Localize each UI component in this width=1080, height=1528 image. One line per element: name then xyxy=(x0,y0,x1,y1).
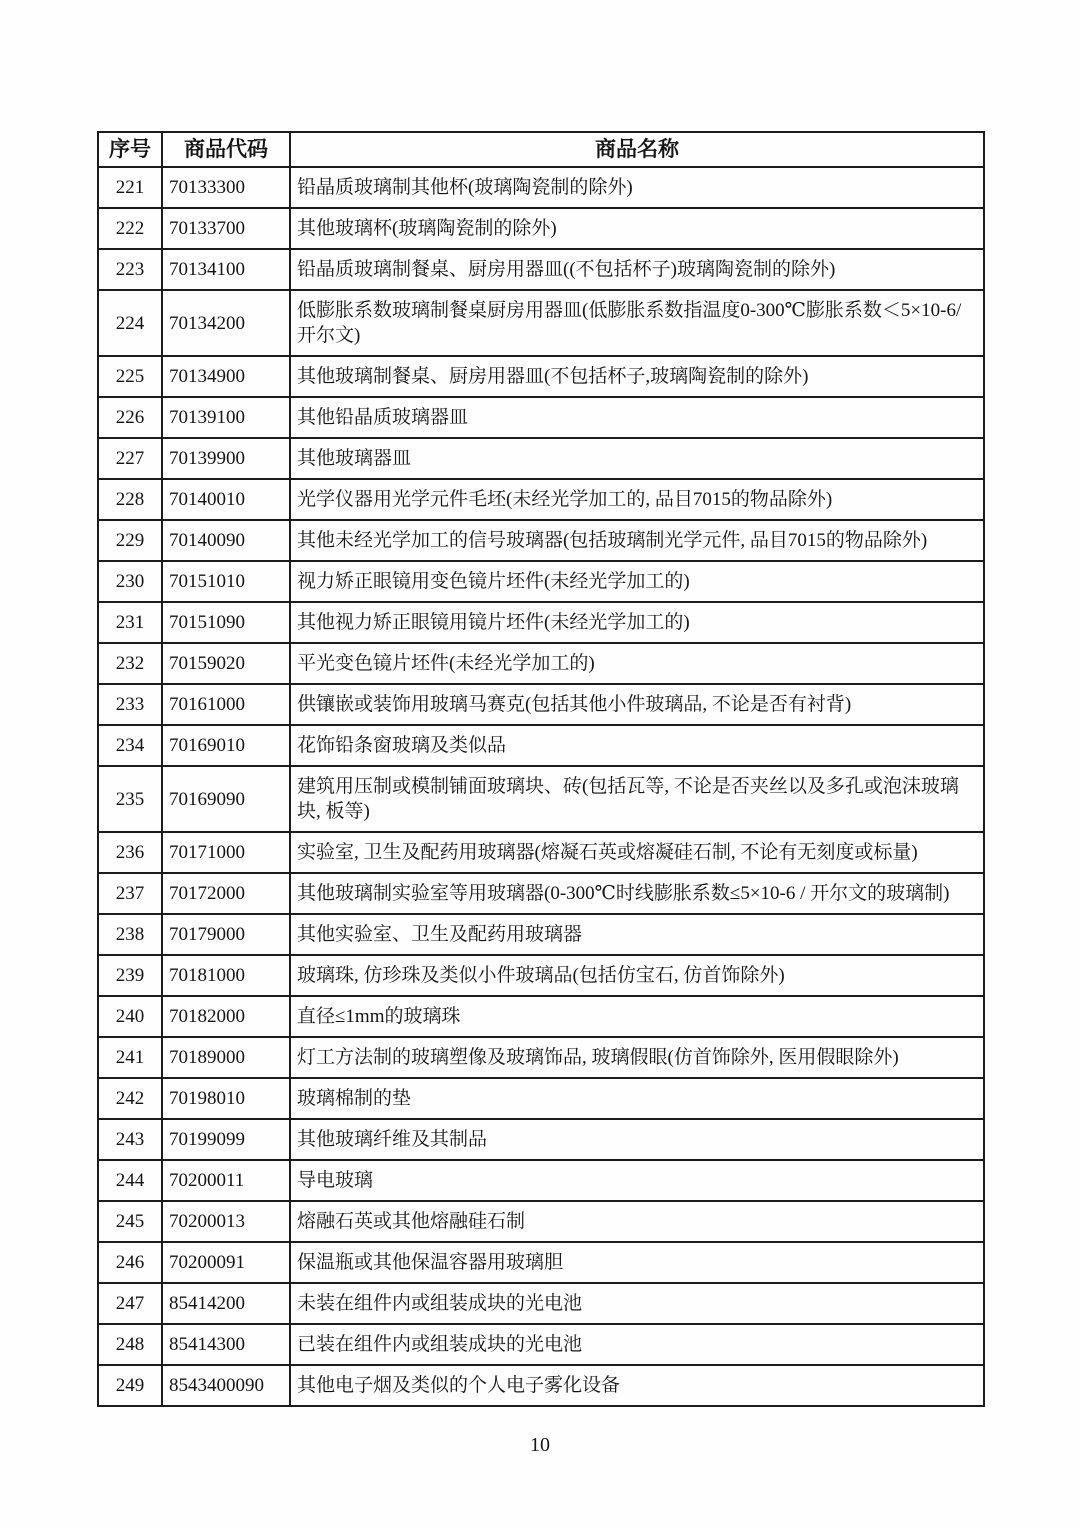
row-code-cell: 70140090 xyxy=(162,520,290,561)
row-seq-cell: 246 xyxy=(98,1242,162,1283)
table-row xyxy=(98,167,984,208)
row-code-cell: 85414200 xyxy=(162,1283,290,1324)
table-row xyxy=(98,1365,984,1406)
row-seq-cell: 221 xyxy=(98,167,162,208)
table-row xyxy=(98,438,984,479)
row-seq-cell: 222 xyxy=(98,208,162,249)
row-seq-cell: 227 xyxy=(98,438,162,479)
table-row xyxy=(98,914,984,955)
table-row xyxy=(98,955,984,996)
table-row xyxy=(98,1242,984,1283)
row-name-cell: 其他玻璃制实验室等用玻璃器(0-300℃时线膨胀系数≤5×10-6 / 开尔文的玻璃制) xyxy=(290,873,984,914)
row-code-cell: 70179000 xyxy=(162,914,290,955)
table-row xyxy=(98,602,984,643)
row-name-cell: 其他铅晶质玻璃器皿 xyxy=(290,397,984,438)
row-code-cell: 70200013 xyxy=(162,1201,290,1242)
table-row xyxy=(98,684,984,725)
row-name-cell: 其他电子烟及类似的个人电子雾化设备 xyxy=(290,1365,984,1406)
row-code-cell: 8543400090 xyxy=(162,1365,290,1406)
row-seq-cell: 231 xyxy=(98,602,162,643)
row-name-cell: 其他玻璃杯(玻璃陶瓷制的除外) xyxy=(290,208,984,249)
row-code-cell: 70199099 xyxy=(162,1119,290,1160)
table-row xyxy=(98,356,984,397)
table-row xyxy=(98,725,984,766)
row-name-cell: 直径≤1mm的玻璃珠 xyxy=(290,996,984,1037)
row-seq-cell: 239 xyxy=(98,955,162,996)
row-name-cell: 供镶嵌或装饰用玻璃马赛克(包括其他小件玻璃品, 不论是否有衬背) xyxy=(290,684,984,725)
table-row xyxy=(98,561,984,602)
row-seq-cell: 245 xyxy=(98,1201,162,1242)
table-row xyxy=(98,1160,984,1201)
row-seq-cell: 237 xyxy=(98,873,162,914)
row-code-cell: 70161000 xyxy=(162,684,290,725)
row-name-cell: 铅晶质玻璃制餐桌、厨房用器皿((不包括杯子)玻璃陶瓷制的除外) xyxy=(290,249,984,290)
row-seq-cell: 240 xyxy=(98,996,162,1037)
table-header xyxy=(98,132,984,167)
row-seq-cell: 236 xyxy=(98,832,162,873)
row-name-cell: 未装在组件内或组装成块的光电池 xyxy=(290,1283,984,1324)
row-seq-cell: 232 xyxy=(98,643,162,684)
table-row xyxy=(98,832,984,873)
row-name-cell: 其他实验室、卫生及配药用玻璃器 xyxy=(290,914,984,955)
row-seq-cell: 244 xyxy=(98,1160,162,1201)
table-header-row xyxy=(98,132,984,167)
table-row xyxy=(98,208,984,249)
table-row xyxy=(98,643,984,684)
row-name-cell: 已装在组件内或组装成块的光电池 xyxy=(290,1324,984,1365)
row-seq-cell: 229 xyxy=(98,520,162,561)
row-name-cell: 其他玻璃器皿 xyxy=(290,438,984,479)
row-seq-cell: 235 xyxy=(98,766,162,832)
row-code-cell: 85414300 xyxy=(162,1324,290,1365)
table-row xyxy=(98,1201,984,1242)
header-seq: 序号 xyxy=(98,132,162,167)
row-seq-cell: 224 xyxy=(98,290,162,356)
row-seq-cell: 249 xyxy=(98,1365,162,1406)
row-name-cell: 导电玻璃 xyxy=(290,1160,984,1201)
row-code-cell: 70198010 xyxy=(162,1078,290,1119)
row-code-cell: 70139100 xyxy=(162,397,290,438)
row-code-cell: 70134100 xyxy=(162,249,290,290)
row-seq-cell: 243 xyxy=(98,1119,162,1160)
row-code-cell: 70171000 xyxy=(162,832,290,873)
row-code-cell: 70182000 xyxy=(162,996,290,1037)
table-row xyxy=(98,520,984,561)
row-seq-cell: 248 xyxy=(98,1324,162,1365)
row-name-cell: 其他未经光学加工的信号玻璃器(包括玻璃制光学元件, 品目7015的物品除外) xyxy=(290,520,984,561)
table-row xyxy=(98,249,984,290)
row-seq-cell: 234 xyxy=(98,725,162,766)
row-name-cell: 灯工方法制的玻璃塑像及玻璃饰品, 玻璃假眼(仿首饰除外, 医用假眼除外) xyxy=(290,1037,984,1078)
table-row xyxy=(98,1324,984,1365)
row-code-cell: 70140010 xyxy=(162,479,290,520)
row-name-cell: 低膨胀系数玻璃制餐桌厨房用器皿(低膨胀系数指温度0-300℃膨胀系数＜5×10-6/开尔文) xyxy=(290,290,984,356)
row-code-cell: 70200011 xyxy=(162,1160,290,1201)
row-name-cell: 花饰铅条窗玻璃及类似品 xyxy=(290,725,984,766)
row-code-cell: 70172000 xyxy=(162,873,290,914)
row-name-cell: 实验室, 卫生及配药用玻璃器(熔凝石英或熔凝硅石制, 不论有无刻度或标量) xyxy=(290,832,984,873)
row-code-cell: 70189000 xyxy=(162,1037,290,1078)
row-code-cell: 70134900 xyxy=(162,356,290,397)
row-code-cell: 70134200 xyxy=(162,290,290,356)
row-code-cell: 70169090 xyxy=(162,766,290,832)
row-name-cell: 保温瓶或其他保温容器用玻璃胆 xyxy=(290,1242,984,1283)
row-seq-cell: 228 xyxy=(98,479,162,520)
row-seq-cell: 238 xyxy=(98,914,162,955)
row-seq-cell: 241 xyxy=(98,1037,162,1078)
table-body xyxy=(98,167,984,1406)
row-code-cell: 70139900 xyxy=(162,438,290,479)
table-row xyxy=(98,1283,984,1324)
row-code-cell: 70151010 xyxy=(162,561,290,602)
row-seq-cell: 230 xyxy=(98,561,162,602)
row-seq-cell: 242 xyxy=(98,1078,162,1119)
row-name-cell: 玻璃珠, 仿珍珠及类似小件玻璃品(包括仿宝石, 仿首饰除外) xyxy=(290,955,984,996)
table-row xyxy=(98,290,984,356)
page-number: 10 xyxy=(530,1434,550,1456)
table-row xyxy=(98,479,984,520)
row-code-cell: 70169010 xyxy=(162,725,290,766)
row-code-cell: 70181000 xyxy=(162,955,290,996)
table-row xyxy=(98,996,984,1037)
table-row xyxy=(98,397,984,438)
row-name-cell: 玻璃棉制的垫 xyxy=(290,1078,984,1119)
row-seq-cell: 225 xyxy=(98,356,162,397)
table-row xyxy=(98,873,984,914)
row-name-cell: 其他玻璃纤维及其制品 xyxy=(290,1119,984,1160)
row-name-cell: 其他视力矫正眼镜用镜片坯件(未经光学加工的) xyxy=(290,602,984,643)
row-name-cell: 铅晶质玻璃制其他杯(玻璃陶瓷制的除外) xyxy=(290,167,984,208)
commodity-table xyxy=(97,131,985,1407)
row-name-cell: 视力矫正眼镜用变色镜片坯件(未经光学加工的) xyxy=(290,561,984,602)
row-seq-cell: 223 xyxy=(98,249,162,290)
row-code-cell: 70159020 xyxy=(162,643,290,684)
table-row xyxy=(98,1078,984,1119)
header-code: 商品代码 xyxy=(162,132,290,167)
table-row xyxy=(98,1037,984,1078)
row-seq-cell: 247 xyxy=(98,1283,162,1324)
table-row xyxy=(98,766,984,832)
row-code-cell: 70133700 xyxy=(162,208,290,249)
row-name-cell: 建筑用压制或模制铺面玻璃块、砖(包括瓦等, 不论是否夹丝以及多孔或泡沫玻璃块, 板等) xyxy=(290,766,984,832)
table-row xyxy=(98,1119,984,1160)
row-name-cell: 平光变色镜片坯件(未经光学加工的) xyxy=(290,643,984,684)
row-name-cell: 光学仪器用光学元件毛坯(未经光学加工的, 品目7015的物品除外) xyxy=(290,479,984,520)
row-code-cell: 70200091 xyxy=(162,1242,290,1283)
row-name-cell: 熔融石英或其他熔融硅石制 xyxy=(290,1201,984,1242)
header-name: 商品名称 xyxy=(290,132,984,167)
row-seq-cell: 226 xyxy=(98,397,162,438)
row-seq-cell: 233 xyxy=(98,684,162,725)
row-code-cell: 70151090 xyxy=(162,602,290,643)
row-name-cell: 其他玻璃制餐桌、厨房用器皿(不包括杯子,玻璃陶瓷制的除外) xyxy=(290,356,984,397)
row-code-cell: 70133300 xyxy=(162,167,290,208)
